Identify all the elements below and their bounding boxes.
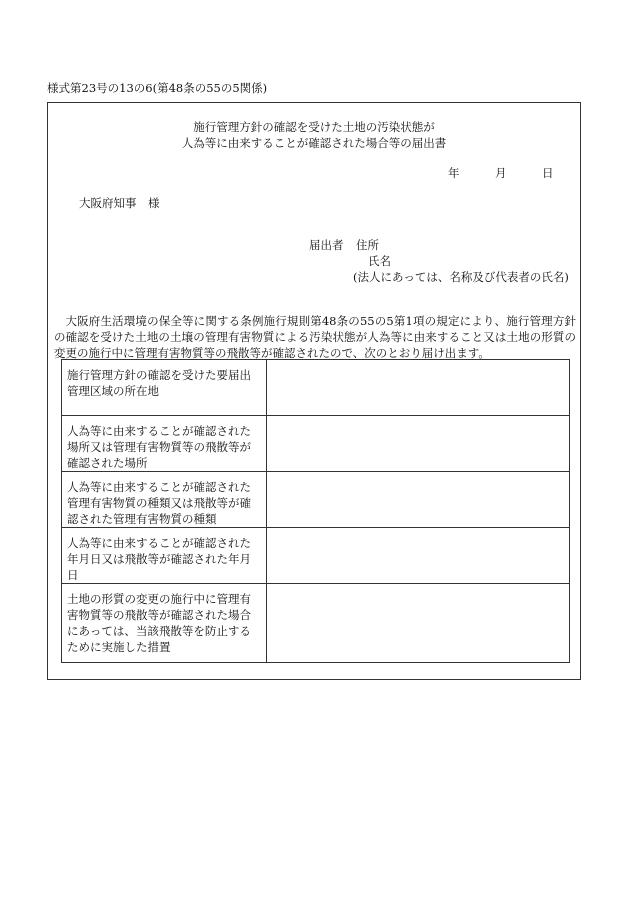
table-row — [62, 584, 570, 663]
table-row — [62, 472, 570, 528]
table-row-label: 施行管理方針の確認を受けた要届出管理区域の所在地 — [62, 360, 267, 416]
date-day: 日 — [542, 166, 554, 180]
body-text: 大阪府生活環境の保全等に関する条例施行規則第48条の55の5第1項の規定により、施行管理方針の確認を受けた土地の土壌の管理有害物質による汚染状態が人為等に由来すること又は土地の形質の変更の施行中に管理有害物質等の飛散等が確認されたので、次のとおり届け出ます。 — [54, 314, 576, 360]
form-title-line2: 人為等に由来することが確認された場合等の届出書 — [181, 136, 447, 150]
table-row-value[interactable] — [266, 528, 569, 584]
applicant-note: (法人にあっては、名称及び代表者の氏名) — [353, 270, 569, 284]
table-row-label: 人為等に由来することが確認された場所又は管理有害物質等の飛散等が確認された場所 — [62, 416, 267, 472]
table-row — [62, 528, 570, 584]
table-row — [62, 416, 570, 472]
applicant-address-label: 住所 — [356, 238, 379, 252]
table-row-label: 人為等に由来することが確認された管理有害物質の種類又は飛散等が確認された管理有害物質の種類 — [62, 472, 267, 528]
addressee: 大阪府知事 様 — [79, 196, 160, 210]
table-row-value[interactable] — [266, 416, 569, 472]
form-number: 様式第23号の13の6(第48条の55の5関係) — [47, 81, 268, 95]
table-row-value[interactable] — [266, 360, 569, 416]
notification-table — [61, 359, 570, 663]
applicant-name-label: 氏名 — [368, 254, 391, 268]
applicant-label: 届出者 — [309, 238, 344, 252]
date-month: 月 — [495, 166, 507, 180]
form-title — [48, 119, 580, 151]
table-row-value[interactable] — [266, 472, 569, 528]
form-frame — [47, 102, 581, 680]
form-title-line1: 施行管理方針の確認を受けた土地の汚染状態が — [193, 120, 435, 134]
date-year: 年 — [448, 166, 460, 180]
table-row-label: 土地の形質の変更の施行中に管理有害物質等の飛散等が確認された場合にあっては、当該飛散等を防止するために実施した措置 — [62, 584, 267, 663]
table-row-value[interactable] — [266, 584, 569, 663]
table-row — [62, 360, 570, 416]
table-row-label: 人為等に由来することが確認された年月日又は飛散等が確認された年月日 — [62, 528, 267, 584]
